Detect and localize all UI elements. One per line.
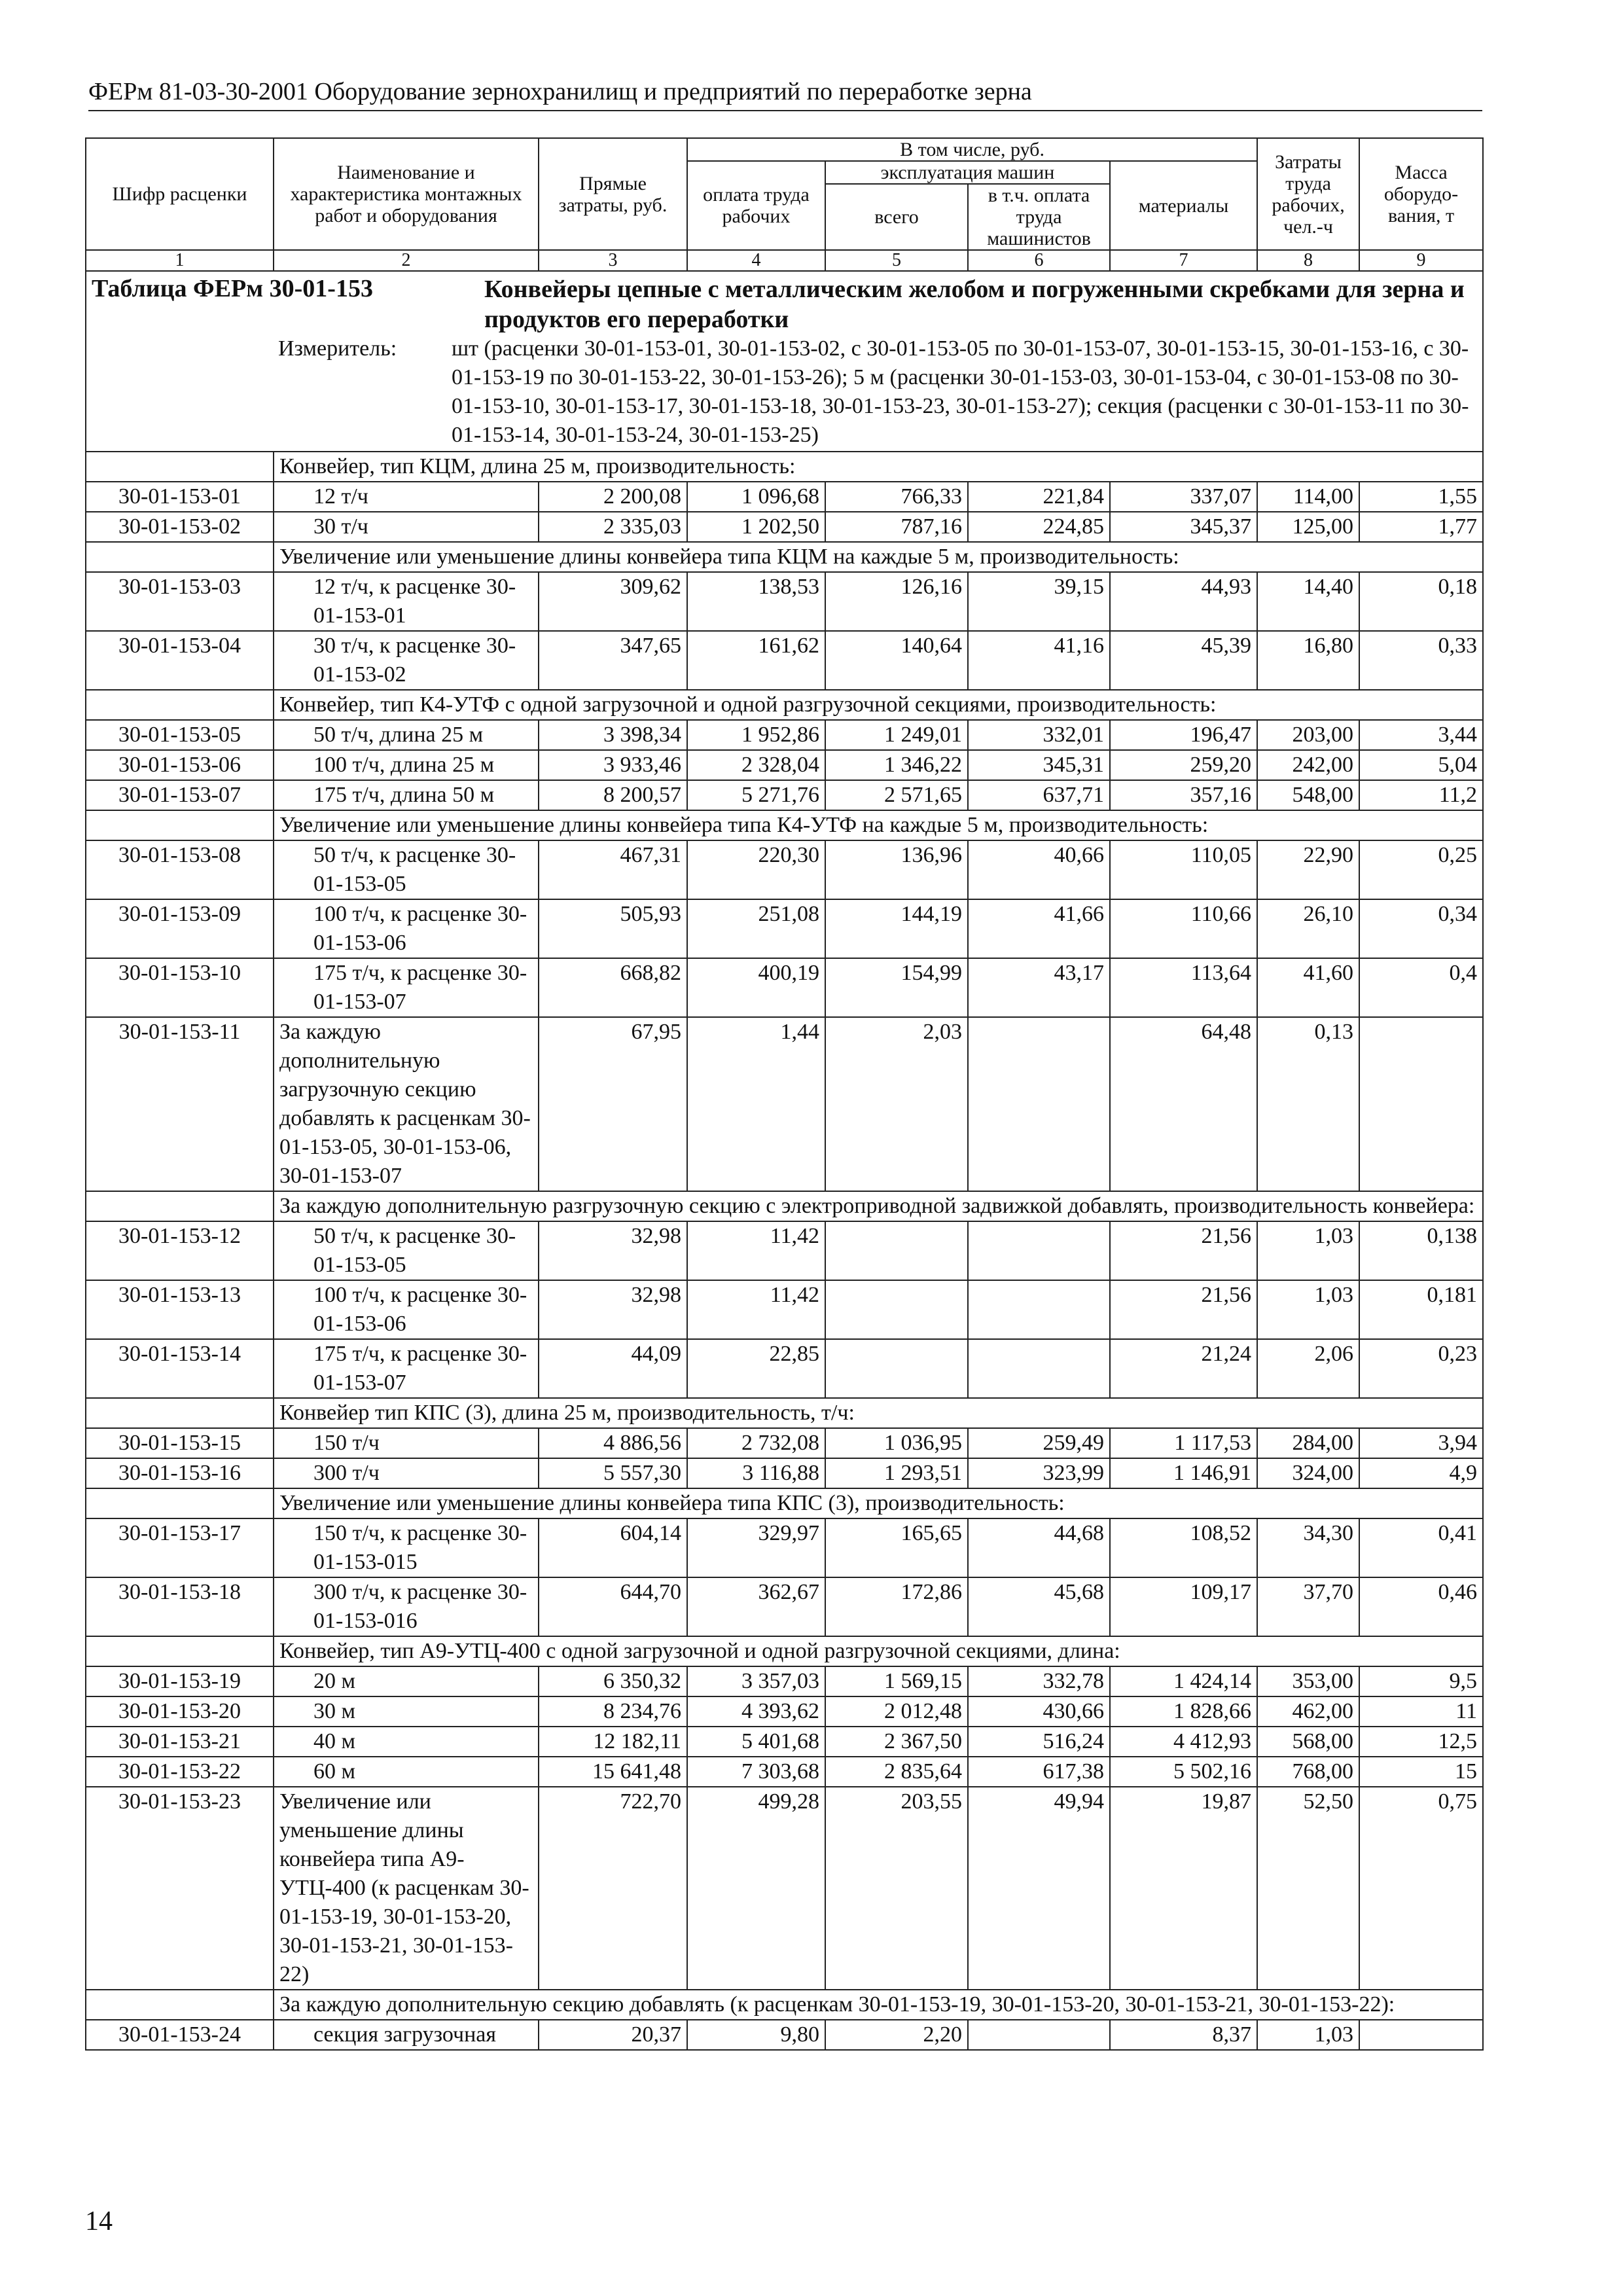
work-name: 150 т/ч bbox=[274, 1428, 539, 1458]
labor-pay: 3 357,03 bbox=[687, 1666, 825, 1696]
machines-labor: 332,01 bbox=[968, 720, 1110, 750]
machines-labor bbox=[968, 1221, 1110, 1280]
machines-labor: 516,24 bbox=[968, 1727, 1110, 1757]
machines-labor: 39,15 bbox=[968, 572, 1110, 631]
rate-code: 30-01-153-21 bbox=[86, 1727, 274, 1757]
materials: 110,05 bbox=[1110, 840, 1257, 899]
table-body bbox=[86, 271, 1483, 2050]
rate-code: 30-01-153-07 bbox=[86, 780, 274, 810]
empty-cell bbox=[86, 1990, 274, 2020]
equipment-mass: 0,23 bbox=[1359, 1339, 1483, 1398]
labor-pay: 7 303,68 bbox=[687, 1757, 825, 1787]
direct-costs: 505,93 bbox=[539, 899, 687, 958]
col-materials-header: материалы bbox=[1110, 161, 1257, 250]
direct-costs: 722,70 bbox=[539, 1787, 687, 1990]
table-heading: Конвейеры цепные с металлическим желобом и погруженными скребками для зерна и продуктов его переработки bbox=[484, 276, 1465, 333]
machines-labor bbox=[968, 1339, 1110, 1398]
machines-labor: 43,17 bbox=[968, 958, 1110, 1017]
labor-pay: 161,62 bbox=[687, 631, 825, 690]
work-name: За каждую дополнительную загрузочную секцию добавлять к расценкам 30-01-153-05, 30-01-153-06, 30-01-153-07 bbox=[274, 1017, 539, 1191]
labor-hours: 0,13 bbox=[1257, 1017, 1359, 1191]
work-name: 12 т/ч, к расценке 30-01-153-01 bbox=[274, 572, 539, 631]
rate-code: 30-01-153-05 bbox=[86, 720, 274, 750]
work-name: 300 т/ч, к расценке 30-01-153-016 bbox=[274, 1577, 539, 1636]
labor-hours: 462,00 bbox=[1257, 1696, 1359, 1727]
table-row bbox=[86, 1696, 1483, 1727]
machines-labor: 41,16 bbox=[968, 631, 1110, 690]
machines-labor: 45,68 bbox=[968, 1577, 1110, 1636]
equipment-mass: 0,46 bbox=[1359, 1577, 1483, 1636]
direct-costs: 604,14 bbox=[539, 1518, 687, 1577]
materials: 45,39 bbox=[1110, 631, 1257, 690]
col-machines-total-header: всего bbox=[825, 184, 968, 250]
machines-labor: 41,66 bbox=[968, 899, 1110, 958]
machines-total: 2 012,48 bbox=[825, 1696, 968, 1727]
rate-code: 30-01-153-09 bbox=[86, 899, 274, 958]
machines-total bbox=[825, 1280, 968, 1339]
labor-hours: 284,00 bbox=[1257, 1428, 1359, 1458]
machines-total: 787,16 bbox=[825, 512, 968, 542]
machines-labor bbox=[968, 2020, 1110, 2050]
direct-costs: 67,95 bbox=[539, 1017, 687, 1191]
labor-hours: 34,30 bbox=[1257, 1518, 1359, 1577]
direct-costs: 32,98 bbox=[539, 1280, 687, 1339]
col-machines-labor-header: в т.ч. оплата труда машинистов bbox=[968, 184, 1110, 250]
rate-code: 30-01-153-15 bbox=[86, 1428, 274, 1458]
labor-pay: 400,19 bbox=[687, 958, 825, 1017]
machines-total: 144,19 bbox=[825, 899, 968, 958]
page-header: ФЕРм 81-03-30-2001 Оборудование зернохранилищ и предприятий по переработке зерна bbox=[88, 77, 1482, 111]
machines-labor: 40,66 bbox=[968, 840, 1110, 899]
machines-total: 203,55 bbox=[825, 1787, 968, 1990]
equipment-mass: 11 bbox=[1359, 1696, 1483, 1727]
direct-costs: 309,62 bbox=[539, 572, 687, 631]
work-name: 30 м bbox=[274, 1696, 539, 1727]
labor-hours: 22,90 bbox=[1257, 840, 1359, 899]
machines-total: 1 249,01 bbox=[825, 720, 968, 750]
work-name: 175 т/ч, к расценке 30-01-153-07 bbox=[274, 958, 539, 1017]
table-title-row bbox=[86, 271, 1483, 452]
machines-labor bbox=[968, 1280, 1110, 1339]
machines-labor: 49,94 bbox=[968, 1787, 1110, 1990]
work-name: 30 т/ч bbox=[274, 512, 539, 542]
rate-code: 30-01-153-04 bbox=[86, 631, 274, 690]
col-mass-header: Масса оборудо-вания, т bbox=[1359, 138, 1483, 250]
group-heading: Конвейер тип КПС (3), длина 25 м, производительность, т/ч: bbox=[274, 1398, 1483, 1428]
meter-label: Измеритель: bbox=[278, 336, 397, 361]
table-row bbox=[86, 1757, 1483, 1787]
materials: 337,07 bbox=[1110, 482, 1257, 512]
direct-costs: 32,98 bbox=[539, 1221, 687, 1280]
col-number: 5 bbox=[825, 250, 968, 271]
table-row bbox=[86, 631, 1483, 690]
work-name: 175 т/ч, к расценке 30-01-153-07 bbox=[274, 1339, 539, 1398]
labor-hours: 568,00 bbox=[1257, 1727, 1359, 1757]
col-name-header: Наименование и характеристика монтажных работ и оборудования bbox=[274, 138, 539, 250]
col-number: 4 bbox=[687, 250, 825, 271]
direct-costs: 3 933,46 bbox=[539, 750, 687, 780]
materials: 64,48 bbox=[1110, 1017, 1257, 1191]
machines-total: 2 367,50 bbox=[825, 1727, 968, 1757]
table-row bbox=[86, 2020, 1483, 2050]
equipment-mass: 0,4 bbox=[1359, 958, 1483, 1017]
work-name: 50 т/ч, длина 25 м bbox=[274, 720, 539, 750]
equipment-mass: 9,5 bbox=[1359, 1666, 1483, 1696]
equipment-mass: 15 bbox=[1359, 1757, 1483, 1787]
labor-pay: 11,42 bbox=[687, 1221, 825, 1280]
labor-hours: 52,50 bbox=[1257, 1787, 1359, 1990]
column-numbers-row bbox=[86, 250, 1483, 271]
col-direct-header: Прямые затраты, руб. bbox=[539, 138, 687, 250]
table-row bbox=[86, 1017, 1483, 1191]
machines-labor: 224,85 bbox=[968, 512, 1110, 542]
col-number: 6 bbox=[968, 250, 1110, 271]
machines-labor: 323,99 bbox=[968, 1458, 1110, 1488]
work-name: 30 т/ч, к расценке 30-01-153-02 bbox=[274, 631, 539, 690]
table-header bbox=[86, 138, 1483, 271]
rate-code: 30-01-153-01 bbox=[86, 482, 274, 512]
rate-code: 30-01-153-10 bbox=[86, 958, 274, 1017]
materials: 5 502,16 bbox=[1110, 1757, 1257, 1787]
rate-code: 30-01-153-03 bbox=[86, 572, 274, 631]
equipment-mass: 0,18 bbox=[1359, 572, 1483, 631]
col-number: 9 bbox=[1359, 250, 1483, 271]
machines-labor: 259,49 bbox=[968, 1428, 1110, 1458]
group-heading-row bbox=[86, 1191, 1483, 1221]
table-row bbox=[86, 1428, 1483, 1458]
machines-labor: 332,78 bbox=[968, 1666, 1110, 1696]
materials: 345,37 bbox=[1110, 512, 1257, 542]
materials: 19,87 bbox=[1110, 1787, 1257, 1990]
group-heading-row bbox=[86, 1398, 1483, 1428]
empty-cell bbox=[86, 690, 274, 720]
page-number: 14 bbox=[85, 2206, 113, 2236]
work-name: 175 т/ч, длина 50 м bbox=[274, 780, 539, 810]
labor-pay: 9,80 bbox=[687, 2020, 825, 2050]
machines-total: 172,86 bbox=[825, 1577, 968, 1636]
meter-text: шт (расценки 30-01-153-01, 30-01-153-02, с 30-01-153-05 по 30-01-153-07, 30-01-153-15, 30-01-153-16, с 30-01-153-19 по 30-01-153-22, 30-01-153-26); 5 м (расценки 30-01-153-03, 30-01-153-04, с 30-01-153-08 по 30-01-153-10, 30-01-153-17, 30-01-153-18, 30-01-153-23, 30-01-153-27); секция (расценки с 30-01-153-11 по 30-01-153-14, 30-01-153-24, 30-01-153-25) bbox=[452, 336, 1469, 447]
equipment-mass: 3,94 bbox=[1359, 1428, 1483, 1458]
equipment-mass: 0,181 bbox=[1359, 1280, 1483, 1339]
materials: 1 828,66 bbox=[1110, 1696, 1257, 1727]
materials: 110,66 bbox=[1110, 899, 1257, 958]
materials: 1 146,91 bbox=[1110, 1458, 1257, 1488]
work-name: Увеличение или уменьшение длины конвейера типа А9-УТЦ-400 (к расценкам 30-01-153-19, 30-01-153-20, 30-01-153-21, 30-01-153-22) bbox=[274, 1787, 539, 1990]
group-heading: Увеличение или уменьшение длины конвейера типа КЦМ на каждые 5 м, производительность: bbox=[274, 542, 1483, 572]
labor-pay: 5 401,68 bbox=[687, 1727, 825, 1757]
rate-code: 30-01-153-18 bbox=[86, 1577, 274, 1636]
materials: 196,47 bbox=[1110, 720, 1257, 750]
labor-hours: 2,06 bbox=[1257, 1339, 1359, 1398]
machines-total: 2 835,64 bbox=[825, 1757, 968, 1787]
rate-code: 30-01-153-14 bbox=[86, 1339, 274, 1398]
table-row bbox=[86, 720, 1483, 750]
labor-pay: 220,30 bbox=[687, 840, 825, 899]
labor-hours: 125,00 bbox=[1257, 512, 1359, 542]
labor-pay: 3 116,88 bbox=[687, 1458, 825, 1488]
equipment-mass: 0,25 bbox=[1359, 840, 1483, 899]
table-row bbox=[86, 1458, 1483, 1488]
group-heading-row bbox=[86, 1636, 1483, 1666]
labor-hours: 768,00 bbox=[1257, 1757, 1359, 1787]
machines-total: 1 036,95 bbox=[825, 1428, 968, 1458]
empty-cell bbox=[86, 1398, 274, 1428]
col-number: 1 bbox=[86, 250, 274, 271]
table-row bbox=[86, 1221, 1483, 1280]
direct-costs: 44,09 bbox=[539, 1339, 687, 1398]
equipment-mass: 5,04 bbox=[1359, 750, 1483, 780]
machines-total: 1 569,15 bbox=[825, 1666, 968, 1696]
labor-hours: 353,00 bbox=[1257, 1666, 1359, 1696]
group-heading: Конвейер, тип А9-УТЦ-400 с одной загрузочной и одной разгрузочной секциями, длина: bbox=[274, 1636, 1483, 1666]
equipment-mass: 0,75 bbox=[1359, 1787, 1483, 1990]
labor-pay: 22,85 bbox=[687, 1339, 825, 1398]
direct-costs: 668,82 bbox=[539, 958, 687, 1017]
machines-total: 126,16 bbox=[825, 572, 968, 631]
rate-code: 30-01-153-23 bbox=[86, 1787, 274, 1990]
labor-hours: 14,40 bbox=[1257, 572, 1359, 631]
group-heading-row bbox=[86, 690, 1483, 720]
work-name: 150 т/ч, к расценке 30-01-153-015 bbox=[274, 1518, 539, 1577]
direct-costs: 15 641,48 bbox=[539, 1757, 687, 1787]
work-name: 50 т/ч, к расценке 30-01-153-05 bbox=[274, 1221, 539, 1280]
work-name: 60 м bbox=[274, 1757, 539, 1787]
col-machines-header: эксплуатация машин bbox=[825, 161, 1110, 184]
machines-labor: 430,66 bbox=[968, 1696, 1110, 1727]
labor-pay: 11,42 bbox=[687, 1280, 825, 1339]
materials: 109,17 bbox=[1110, 1577, 1257, 1636]
col-number: 2 bbox=[274, 250, 539, 271]
labor-hours: 1,03 bbox=[1257, 1280, 1359, 1339]
equipment-mass: 1,77 bbox=[1359, 512, 1483, 542]
machines-total: 140,64 bbox=[825, 631, 968, 690]
col-number: 7 bbox=[1110, 250, 1257, 271]
machines-total: 2 571,65 bbox=[825, 780, 968, 810]
rate-code: 30-01-153-16 bbox=[86, 1458, 274, 1488]
labor-hours: 37,70 bbox=[1257, 1577, 1359, 1636]
work-name: 12 т/ч bbox=[274, 482, 539, 512]
work-name: 300 т/ч bbox=[274, 1458, 539, 1488]
rate-code: 30-01-153-06 bbox=[86, 750, 274, 780]
labor-hours: 41,60 bbox=[1257, 958, 1359, 1017]
rate-code: 30-01-153-12 bbox=[86, 1221, 274, 1280]
machines-total: 2,03 bbox=[825, 1017, 968, 1191]
labor-hours: 114,00 bbox=[1257, 482, 1359, 512]
table-row bbox=[86, 1727, 1483, 1757]
direct-costs: 12 182,11 bbox=[539, 1727, 687, 1757]
machines-total: 2,20 bbox=[825, 2020, 968, 2050]
materials: 1 117,53 bbox=[1110, 1428, 1257, 1458]
equipment-mass: 4,9 bbox=[1359, 1458, 1483, 1488]
materials: 21,56 bbox=[1110, 1280, 1257, 1339]
work-name: 40 м bbox=[274, 1727, 539, 1757]
equipment-mass bbox=[1359, 1017, 1483, 1191]
labor-pay: 362,67 bbox=[687, 1577, 825, 1636]
direct-costs: 4 886,56 bbox=[539, 1428, 687, 1458]
table-row bbox=[86, 1787, 1483, 1990]
direct-costs: 20,37 bbox=[539, 2020, 687, 2050]
labor-pay: 499,28 bbox=[687, 1787, 825, 1990]
labor-hours: 548,00 bbox=[1257, 780, 1359, 810]
equipment-mass bbox=[1359, 2020, 1483, 2050]
rate-code: 30-01-153-19 bbox=[86, 1666, 274, 1696]
equipment-mass: 0,34 bbox=[1359, 899, 1483, 958]
rate-code: 30-01-153-20 bbox=[86, 1696, 274, 1727]
labor-pay: 2 732,08 bbox=[687, 1428, 825, 1458]
col-number: 3 bbox=[539, 250, 687, 271]
rate-code: 30-01-153-24 bbox=[86, 2020, 274, 2050]
group-heading-row bbox=[86, 452, 1483, 482]
work-name: 20 м bbox=[274, 1666, 539, 1696]
direct-costs: 347,65 bbox=[539, 631, 687, 690]
machines-total: 766,33 bbox=[825, 482, 968, 512]
direct-costs: 2 335,03 bbox=[539, 512, 687, 542]
group-heading: Увеличение или уменьшение длины конвейера типа К4-УТФ на каждые 5 м, производительность: bbox=[274, 810, 1483, 840]
rate-code: 30-01-153-11 bbox=[86, 1017, 274, 1191]
equipment-mass: 12,5 bbox=[1359, 1727, 1483, 1757]
equipment-mass: 11,2 bbox=[1359, 780, 1483, 810]
empty-cell bbox=[86, 452, 274, 482]
labor-pay: 5 271,76 bbox=[687, 780, 825, 810]
empty-cell bbox=[86, 810, 274, 840]
work-name: 100 т/ч, длина 25 м bbox=[274, 750, 539, 780]
machines-labor: 617,38 bbox=[968, 1757, 1110, 1787]
materials: 108,52 bbox=[1110, 1518, 1257, 1577]
labor-pay: 138,53 bbox=[687, 572, 825, 631]
table-row bbox=[86, 482, 1483, 512]
table-row bbox=[86, 899, 1483, 958]
table-row bbox=[86, 958, 1483, 1017]
rate-code: 30-01-153-13 bbox=[86, 1280, 274, 1339]
labor-hours: 1,03 bbox=[1257, 2020, 1359, 2050]
machines-total bbox=[825, 1221, 968, 1280]
rate-code: 30-01-153-02 bbox=[86, 512, 274, 542]
machines-total: 1 293,51 bbox=[825, 1458, 968, 1488]
labor-pay: 1 096,68 bbox=[687, 482, 825, 512]
col-hours-header: Затраты труда рабочих, чел.-ч bbox=[1257, 138, 1359, 250]
rate-code: 30-01-153-22 bbox=[86, 1757, 274, 1787]
materials: 21,24 bbox=[1110, 1339, 1257, 1398]
labor-pay: 4 393,62 bbox=[687, 1696, 825, 1727]
group-heading: Конвейер, тип КЦМ, длина 25 м, производительность: bbox=[274, 452, 1483, 482]
machines-labor: 345,31 bbox=[968, 750, 1110, 780]
materials: 8,37 bbox=[1110, 2020, 1257, 2050]
group-heading: За каждую дополнительную секцию добавлять (к расценкам 30-01-153-19, 30-01-153-20, 30-01-153-21, 30-01-153-22): bbox=[274, 1990, 1483, 2020]
direct-costs: 8 234,76 bbox=[539, 1696, 687, 1727]
table-row bbox=[86, 512, 1483, 542]
labor-hours: 324,00 bbox=[1257, 1458, 1359, 1488]
group-heading-row bbox=[86, 542, 1483, 572]
direct-costs: 5 557,30 bbox=[539, 1458, 687, 1488]
rate-code: 30-01-153-08 bbox=[86, 840, 274, 899]
labor-hours: 26,10 bbox=[1257, 899, 1359, 958]
work-name: 50 т/ч, к расценке 30-01-153-05 bbox=[274, 840, 539, 899]
empty-cell bbox=[86, 1636, 274, 1666]
machines-total: 154,99 bbox=[825, 958, 968, 1017]
table-row bbox=[86, 572, 1483, 631]
direct-costs: 644,70 bbox=[539, 1577, 687, 1636]
labor-pay: 1 952,86 bbox=[687, 720, 825, 750]
col-code-header: Шифр расценки bbox=[86, 138, 274, 250]
work-name: 100 т/ч, к расценке 30-01-153-06 bbox=[274, 1280, 539, 1339]
group-heading: Увеличение или уменьшение длины конвейера типа КПС (3), производительность: bbox=[274, 1488, 1483, 1518]
empty-cell bbox=[86, 1488, 274, 1518]
group-heading: За каждую дополнительную разгрузочную секцию с электроприводной задвижкой добавлять, производительность конвейера: bbox=[274, 1191, 1483, 1221]
materials: 357,16 bbox=[1110, 780, 1257, 810]
group-heading-row bbox=[86, 1990, 1483, 2020]
group-heading: Конвейер, тип К4-УТФ с одной загрузочной и одной разгрузочной секциями, производительность: bbox=[274, 690, 1483, 720]
equipment-mass: 3,44 bbox=[1359, 720, 1483, 750]
col-incl-header: В том числе, руб. bbox=[687, 138, 1257, 161]
equipment-mass: 0,33 bbox=[1359, 631, 1483, 690]
materials: 259,20 bbox=[1110, 750, 1257, 780]
machines-total: 165,65 bbox=[825, 1518, 968, 1577]
table-row bbox=[86, 1339, 1483, 1398]
rate-code: 30-01-153-17 bbox=[86, 1518, 274, 1577]
materials: 4 412,93 bbox=[1110, 1727, 1257, 1757]
equipment-mass: 0,41 bbox=[1359, 1518, 1483, 1577]
table-row bbox=[86, 750, 1483, 780]
labor-pay: 251,08 bbox=[687, 899, 825, 958]
empty-cell bbox=[86, 542, 274, 572]
col-labor-header: оплата труда рабочих bbox=[687, 161, 825, 250]
direct-costs: 3 398,34 bbox=[539, 720, 687, 750]
rates-table bbox=[85, 137, 1484, 2051]
labor-hours: 1,03 bbox=[1257, 1221, 1359, 1280]
table-row bbox=[86, 1577, 1483, 1636]
labor-pay: 2 328,04 bbox=[687, 750, 825, 780]
labor-pay: 1 202,50 bbox=[687, 512, 825, 542]
work-name: 100 т/ч, к расценке 30-01-153-06 bbox=[274, 899, 539, 958]
table-row bbox=[86, 1518, 1483, 1577]
direct-costs: 6 350,32 bbox=[539, 1666, 687, 1696]
labor-pay: 329,97 bbox=[687, 1518, 825, 1577]
labor-hours: 242,00 bbox=[1257, 750, 1359, 780]
labor-hours: 16,80 bbox=[1257, 631, 1359, 690]
machines-labor: 44,68 bbox=[968, 1518, 1110, 1577]
work-name: секция загрузочная bbox=[274, 2020, 539, 2050]
equipment-mass: 0,138 bbox=[1359, 1221, 1483, 1280]
materials: 21,56 bbox=[1110, 1221, 1257, 1280]
materials: 44,93 bbox=[1110, 572, 1257, 631]
direct-costs: 8 200,57 bbox=[539, 780, 687, 810]
machines-total: 1 346,22 bbox=[825, 750, 968, 780]
labor-hours: 203,00 bbox=[1257, 720, 1359, 750]
machines-labor: 221,84 bbox=[968, 482, 1110, 512]
table-row bbox=[86, 1280, 1483, 1339]
group-heading-row bbox=[86, 1488, 1483, 1518]
machines-labor: 637,71 bbox=[968, 780, 1110, 810]
labor-pay: 1,44 bbox=[687, 1017, 825, 1191]
equipment-mass: 1,55 bbox=[1359, 482, 1483, 512]
materials: 113,64 bbox=[1110, 958, 1257, 1017]
materials: 1 424,14 bbox=[1110, 1666, 1257, 1696]
machines-labor bbox=[968, 1017, 1110, 1191]
table-label: Таблица ФЕРм 30-01-153 bbox=[92, 275, 373, 302]
col-number: 8 bbox=[1257, 250, 1359, 271]
table-row bbox=[86, 1666, 1483, 1696]
empty-cell bbox=[86, 1191, 274, 1221]
table-row bbox=[86, 780, 1483, 810]
direct-costs: 2 200,08 bbox=[539, 482, 687, 512]
machines-total bbox=[825, 1339, 968, 1398]
group-heading-row bbox=[86, 810, 1483, 840]
machines-total: 136,96 bbox=[825, 840, 968, 899]
direct-costs: 467,31 bbox=[539, 840, 687, 899]
table-row bbox=[86, 840, 1483, 899]
